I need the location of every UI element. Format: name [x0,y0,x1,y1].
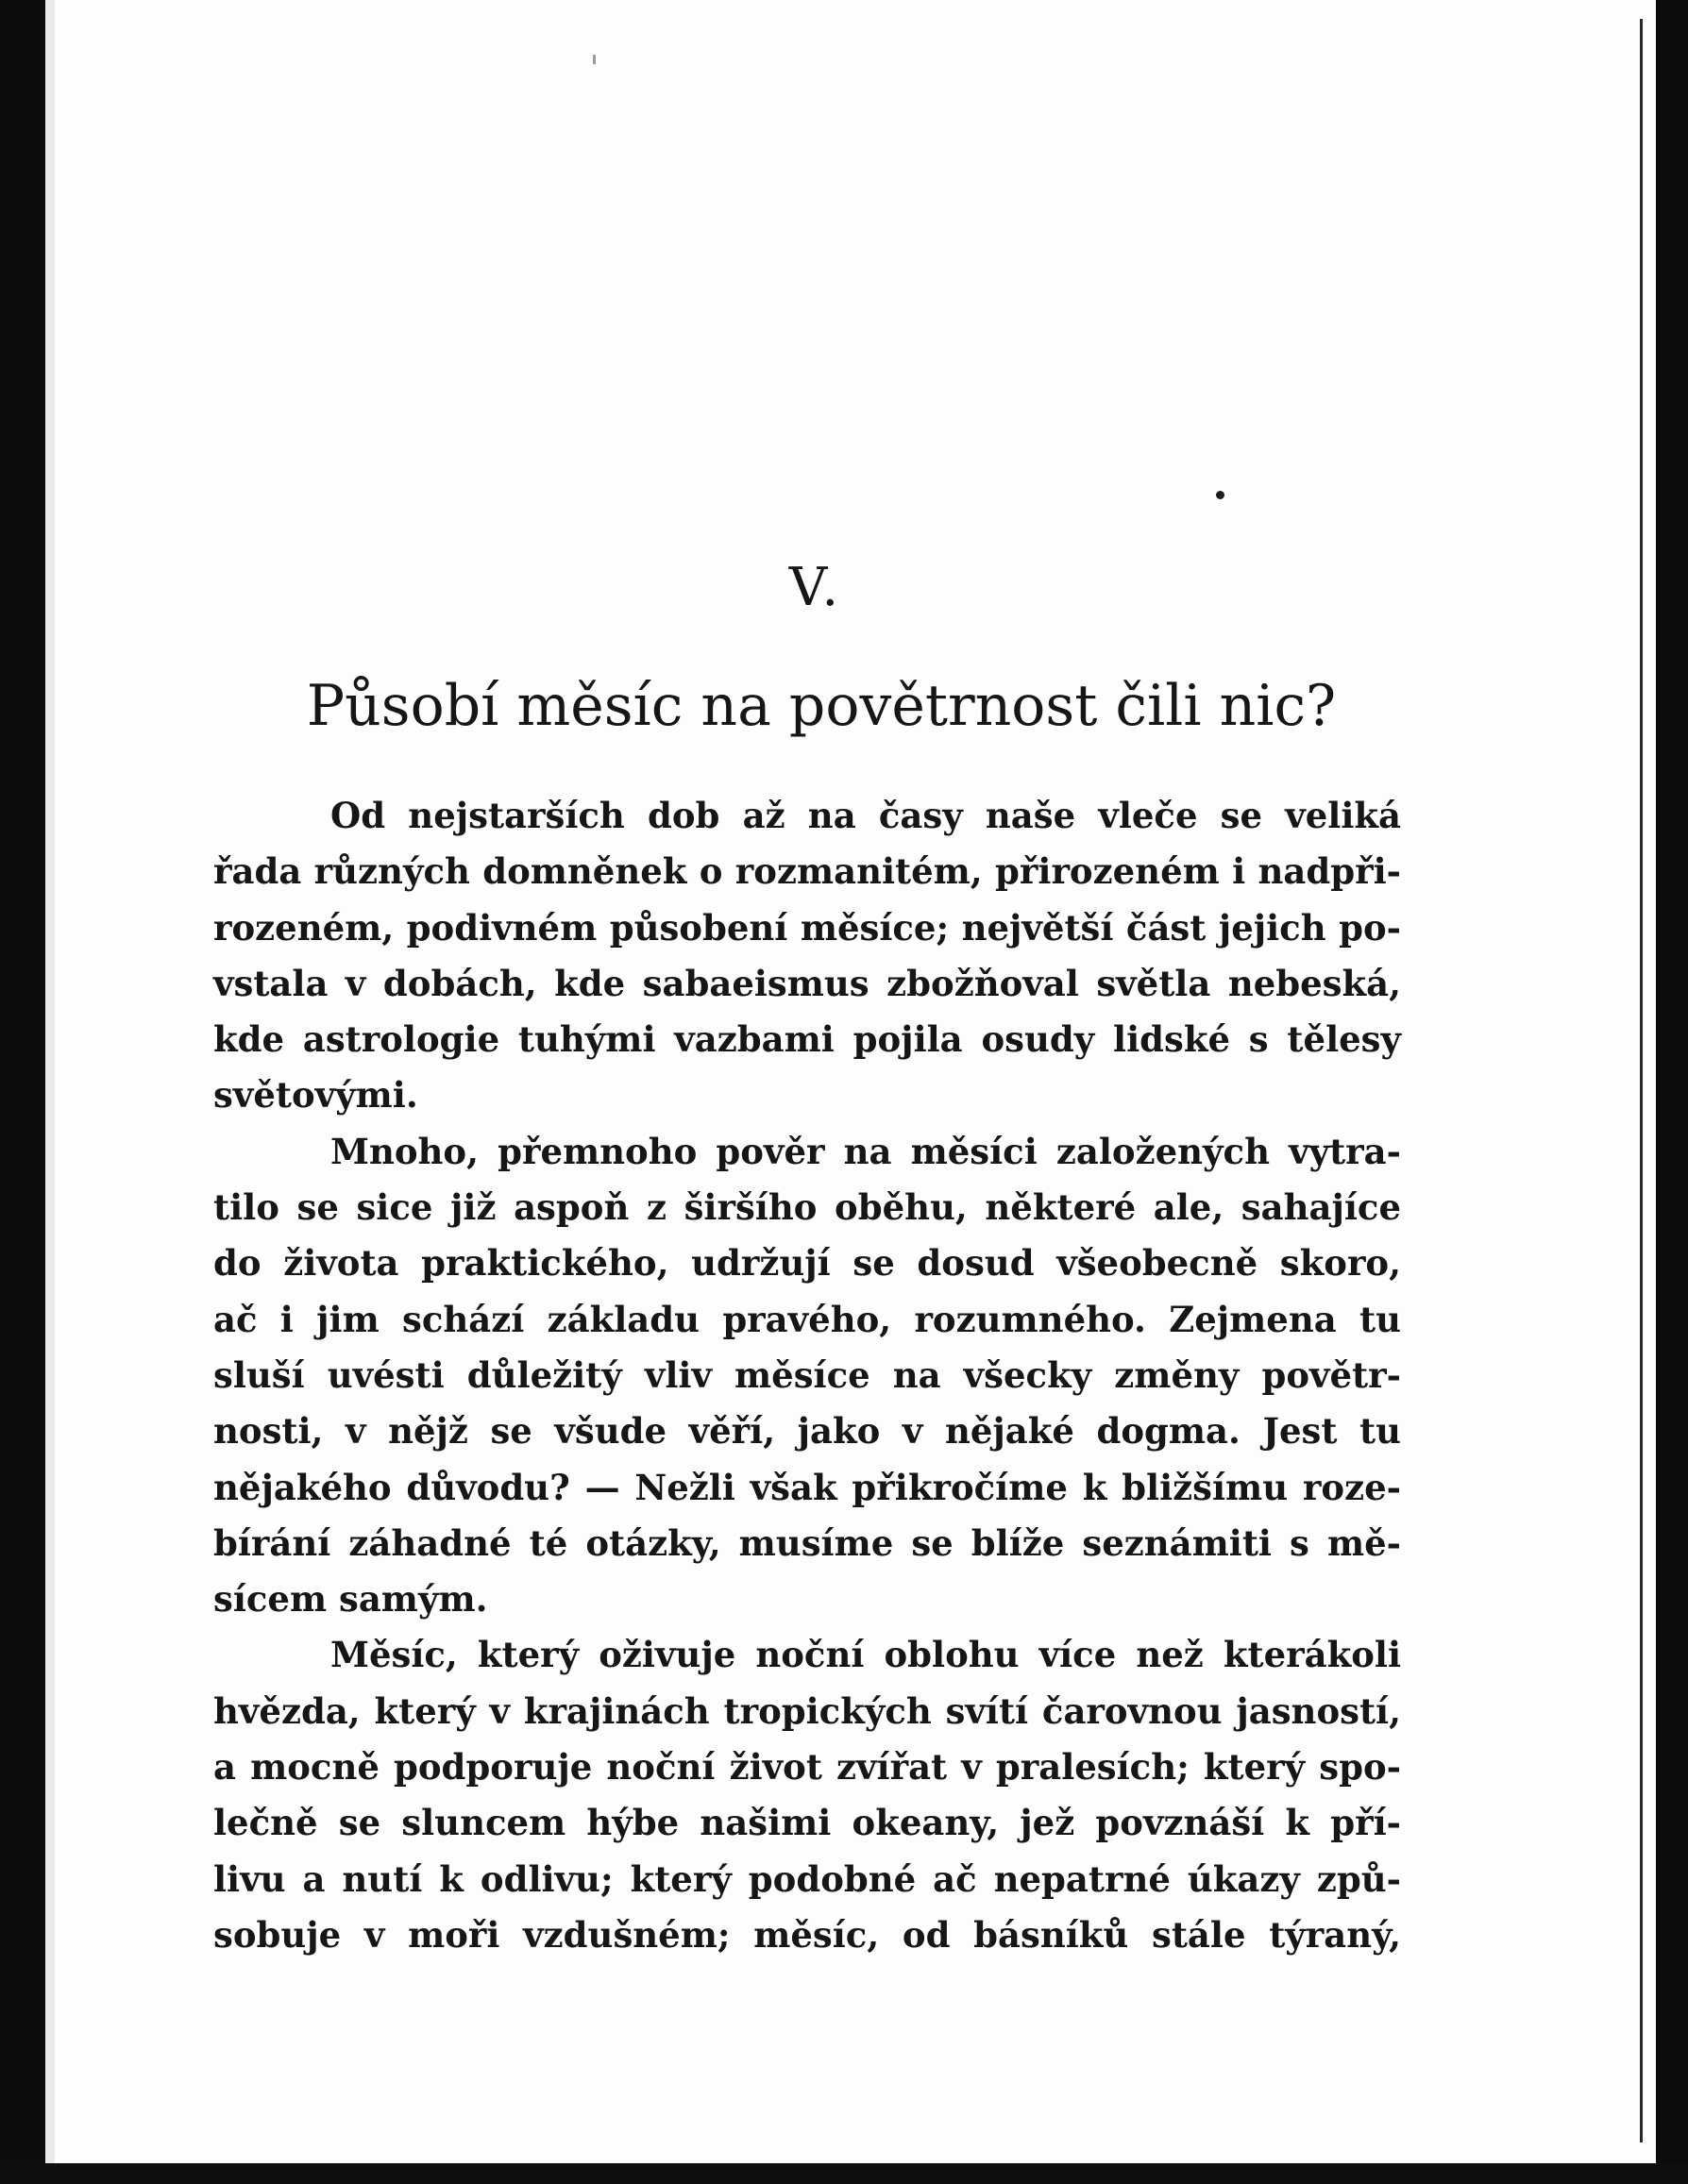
ink-speck-small [593,55,596,64]
text-line: tilo se sice již aspoň z širšího oběhu, některé ale, sahajíce [213,1186,1401,1229]
ink-speck [1216,491,1224,499]
text-line: sícem samým. [213,1578,488,1621]
text-line: Měsíc, který oživuje noční oblohu více než kterákoli [330,1634,1401,1676]
text-line: nějakého důvodu? — Nežli však přikročíme k bližšímu roze- [213,1466,1401,1508]
body-text [213,788,1401,1963]
text-line: a mocně podporuje noční život zvířat v pralesích; který spo- [213,1746,1401,1789]
scan-edge-left [0,0,45,2184]
text-line: vstala v dobách, kde sabaeismus zbožňoval světla nebeská, [213,962,1401,1004]
text-line: bírání záhadné té otázky, musíme se blíže seznámiti s mě- [213,1521,1401,1564]
scan-edge-left-margin [45,0,55,2184]
text-line: hvězda, který v krajinách tropických svítí čarovnou jasností, [213,1689,1401,1732]
text-line: do života praktického, udržují se dosud všeobecně skoro, [213,1242,1401,1285]
text-line: světovými. [213,1074,418,1117]
scan-edge-right [1656,0,1688,2184]
text-line: sobuje v moři vzdušném; měsíc, od básníků stále týraný, [213,1913,1401,1956]
text-line: sluší uvésti důležitý vliv měsíce na všecky změny povětr- [213,1353,1401,1396]
text-line: ač i jim schází základu pravého, rozumného. Zejmena tu [213,1298,1401,1340]
text-line: Od nejstarších dob až na časy naše vleče se veliká [330,795,1401,836]
text-line: kde astrologie tuhými vazbami pojila osudy lidské s tělesy [213,1018,1401,1061]
chapter-number: V. [788,557,843,618]
scan-edge-bottom [0,2163,1688,2184]
text-line: rozeném, podivném působení měsíce; největší část jejich po- [213,906,1401,949]
text-line: livu a nutí k odlivu; který podobné ač nepatrné úkazy způ- [213,1857,1401,1900]
scan-edge-right-line [1640,19,1643,2142]
chapter-title: Působí měsíc na povětrnost čili nic? [306,673,1337,739]
text-line: řada různých domněnek o rozmanitém, přirozeném i nadpři- [213,850,1401,893]
text-line: Mnoho, přemnoho pověr na měsíci založených vytra- [330,1130,1401,1172]
text-line: lečně se sluncem hýbe našimi okeany, jež povznáší k pří- [213,1802,1401,1844]
text-line: nosti, v nějž se všude věří, jako v nějaké dogma. Jest tu [213,1410,1401,1453]
